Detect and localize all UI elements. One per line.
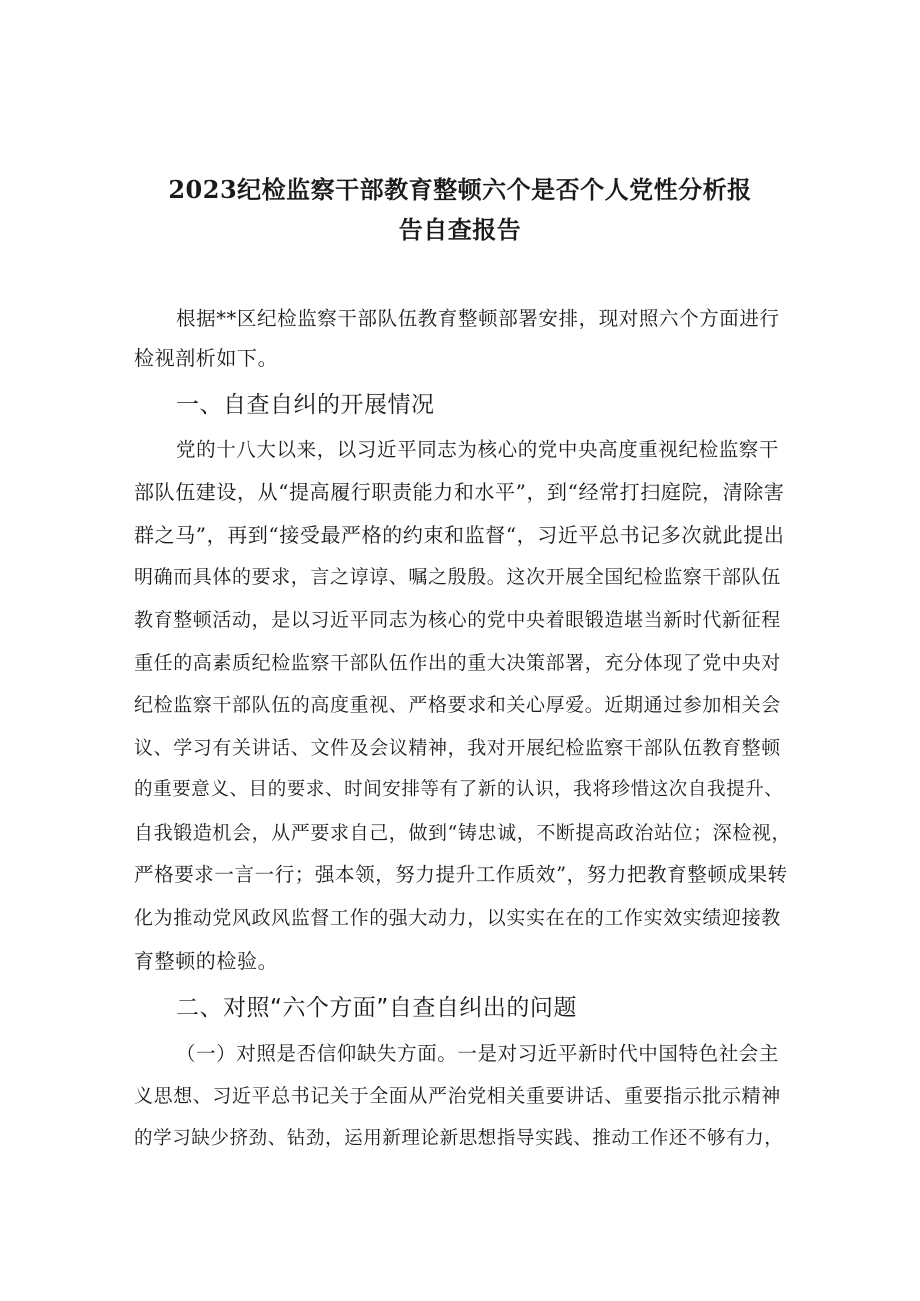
- document-title-line-2: 告自查报告: [398, 215, 522, 244]
- document-title-line-1: 2023纪检监察干部教育整顿六个是否个人党性分析报: [168, 175, 752, 204]
- section-1-heading: 一、自查自纠的开展情况: [176, 392, 435, 418]
- section-2-heading: 二、对照“六个方面”自查自纠出的问题: [176, 995, 577, 1021]
- section-1-paragraph-line: 议、学习有关讲话、文件及会议精神，我对开展纪检监察干部队伍教育整顿: [134, 737, 781, 759]
- section-1-paragraph-line: 党的十八大以来，以习近平同志为核心的党中央高度重视纪检监察干: [176, 438, 780, 461]
- section-1-paragraph-line: 明确而具体的要求，言之谆谆、嘱之殷殷。这次开展全国纪检监察干部队伍: [134, 566, 781, 588]
- section-1-paragraph-line: 育整顿的检验。: [134, 949, 279, 973]
- section-1-paragraph-line: 部队伍建设，从“提高履行职责能力和水平”，到“经常打扫庭院，清除害: [134, 480, 785, 504]
- section-2-paragraph-line: （一）对照是否信仰缺失方面。一是对习近平新时代中国特色社会主: [176, 1042, 780, 1065]
- section-1-paragraph-line: 重任的高素质纪检监察干部队伍作出的重大决策部署，充分体现了党中央对: [134, 652, 781, 674]
- section-1-paragraph-line: 自我锻造机会，从严要求自己，做到“铸忠诚，不断提高政治站位；深检视，: [134, 822, 792, 844]
- section-1-paragraph-line: 纪检监察干部队伍的高度重视、严格要求和关心厚爱。近期通过参加相关会: [134, 694, 781, 716]
- intro-paragraph-line: 检视剖析如下。: [134, 346, 279, 370]
- section-1-paragraph-line: 严格要求一言一行；强本领，努力提升工作质效”，努力把教育整顿成果转: [134, 863, 788, 886]
- section-1-paragraph-line: 群之马”，再到“接受最严格的约束和监督“，习近平总书记多次就此提出: [134, 523, 785, 547]
- section-2-paragraph-line: 的学习缺少挤劲、钻劲，运用新理论新思想指导实践、推动工作还不够有力，: [134, 1128, 784, 1149]
- section-2-paragraph-line: 义思想、习近平总书记关于全面从严治党相关重要讲话、重要指示批示精神: [134, 1085, 781, 1107]
- section-1-paragraph-line: 教育整顿活动，是以习近平同志为核心的党中央着眼锻造堪当新时代新征程: [134, 609, 781, 631]
- section-1-paragraph-line: 的重要意义、目的要求、时间安排等有了新的认识，我将珍惜这次自我提升、: [134, 779, 784, 800]
- section-1-paragraph-line: 化为推动党风政风监督工作的强大动力，以实实在在的工作实效实绩迎接教: [134, 907, 781, 929]
- intro-paragraph-line: 根据**区纪检监察干部队伍教育整顿部署安排，现对照六个方面进行: [176, 307, 780, 330]
